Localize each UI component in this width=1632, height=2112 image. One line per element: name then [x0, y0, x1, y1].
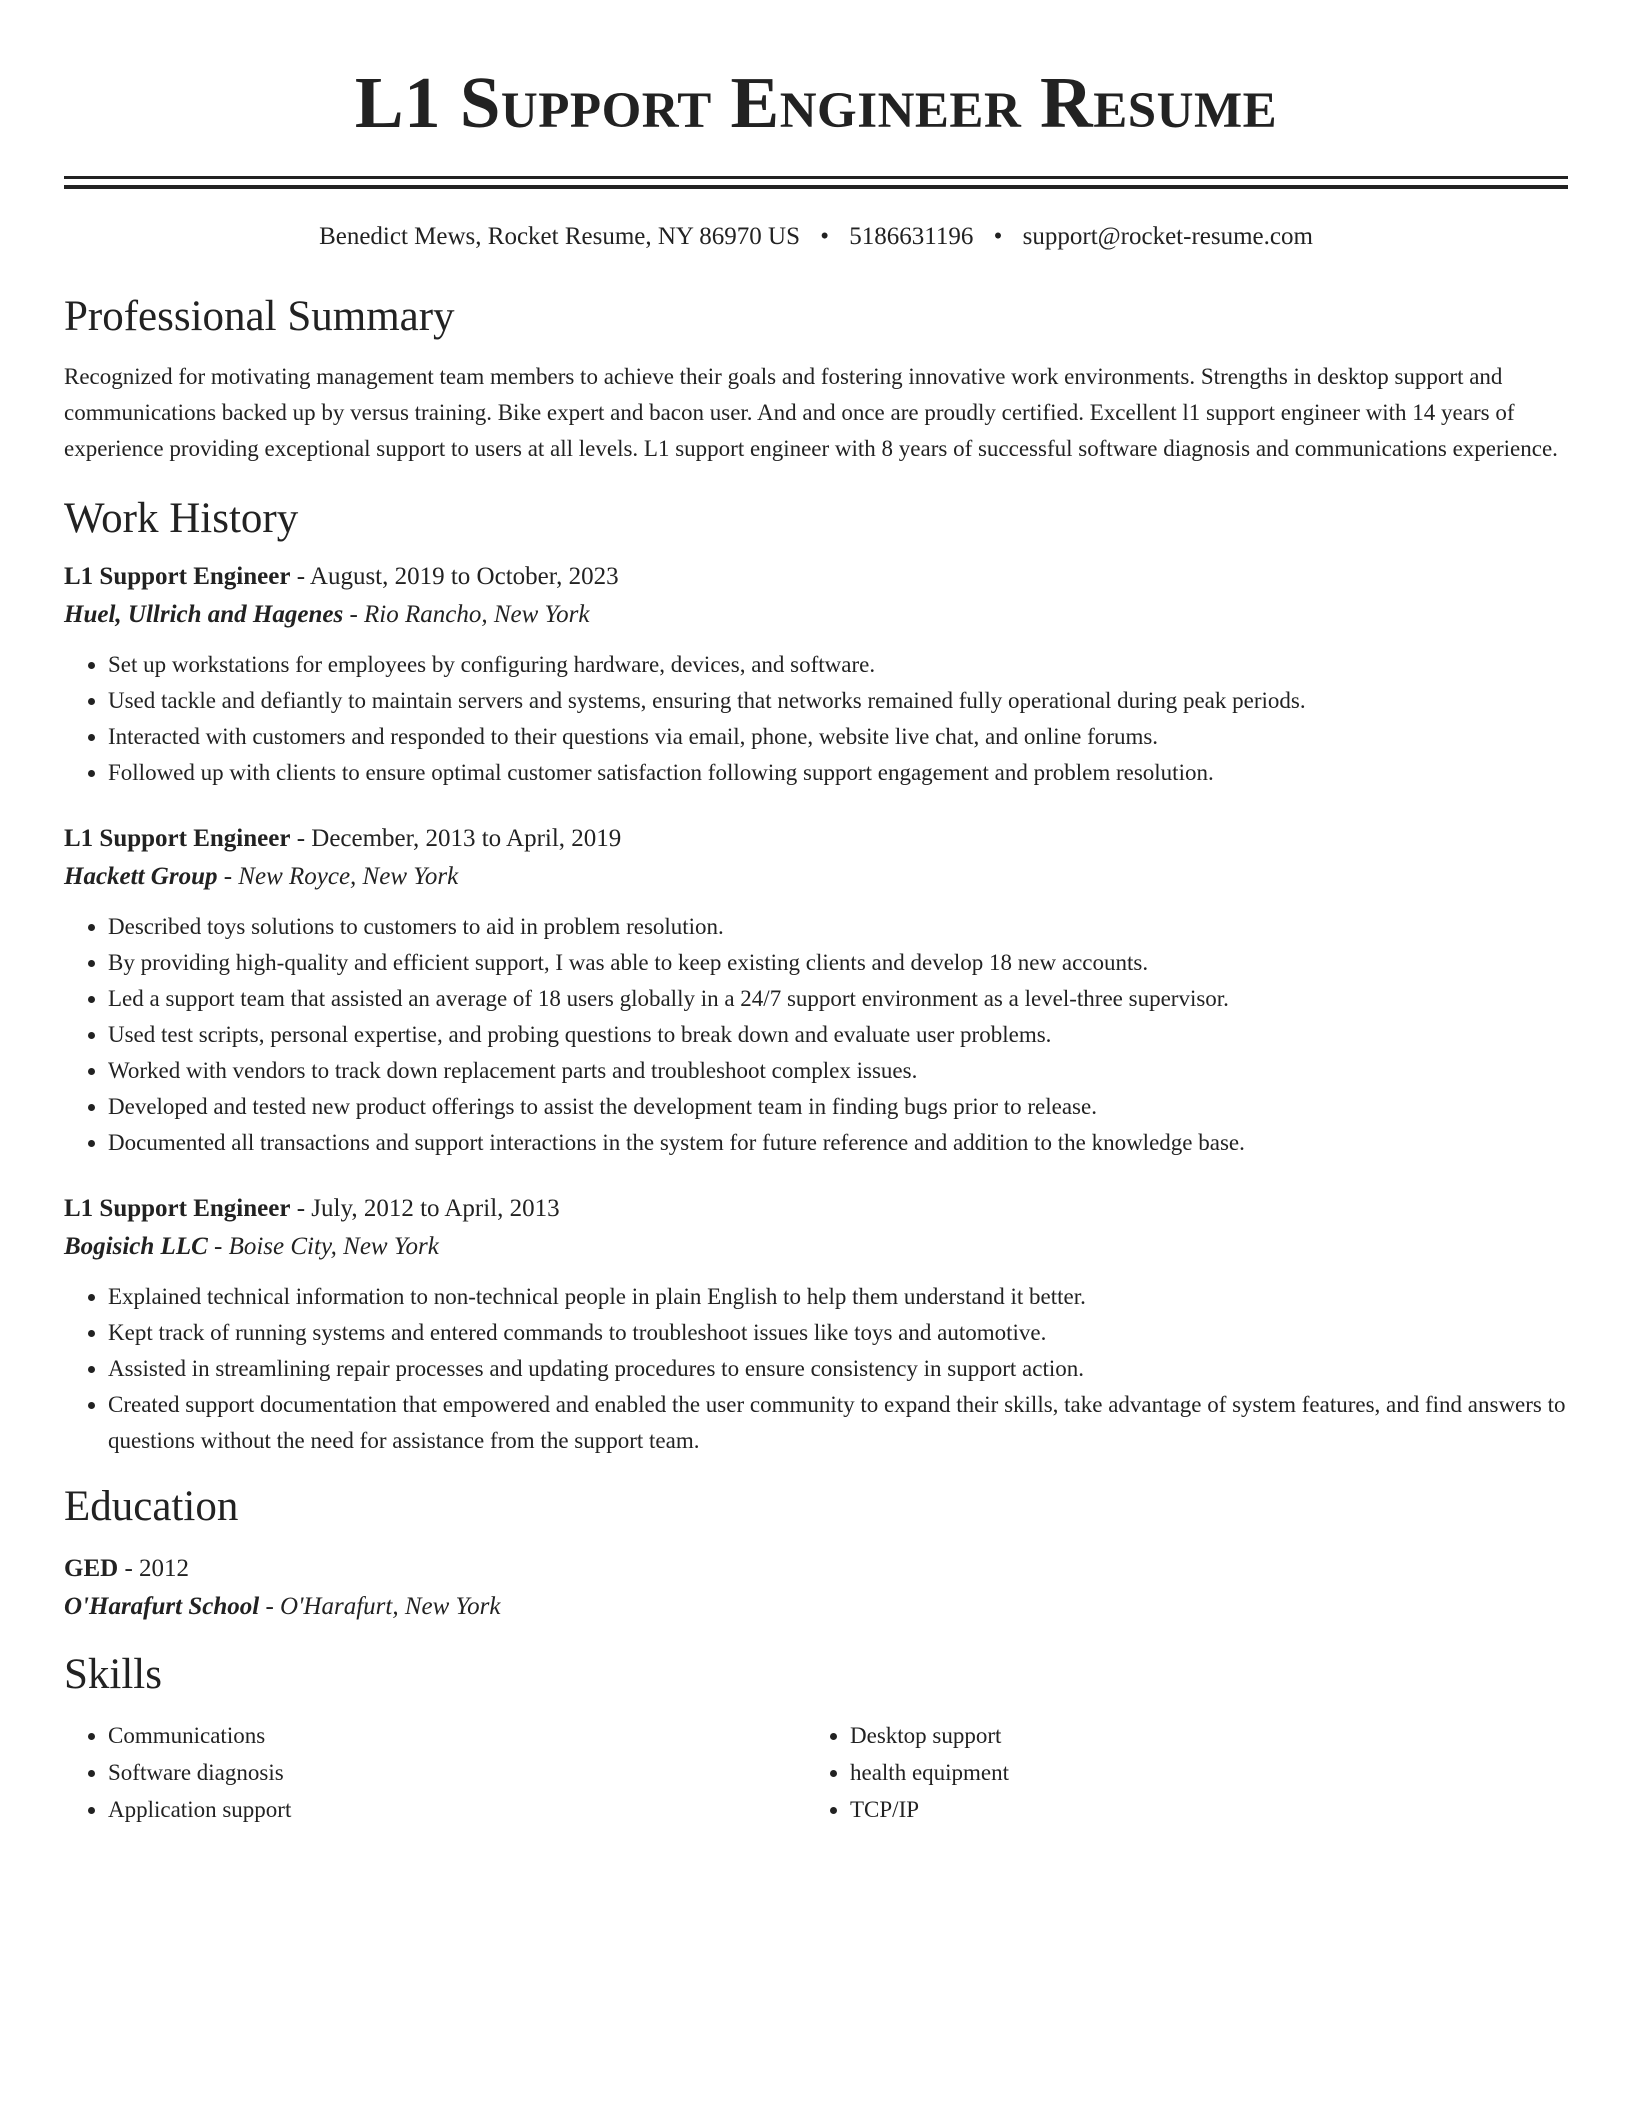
employer-location: - Rio Rancho, New York: [343, 601, 590, 628]
job-entry: [64, 559, 1568, 791]
job-title-line: [64, 821, 1568, 857]
job-dates: - July, 2012 to April, 2013: [290, 1195, 560, 1222]
list-item: • Explained technical information to non-technical people in plain English to help them understand it better.: [108, 1279, 1568, 1315]
employer-line: [64, 857, 1568, 897]
job-title-line: [64, 559, 1568, 595]
page-title: L1 Support Engineer Resume: [354, 62, 1278, 143]
list-item: • Set up workstations for employees by configuring hardware, devices, and software.: [108, 647, 1568, 683]
list-item: • Kept track of running systems and entered commands to troubleshoot issues like toys and automotive.: [108, 1315, 1568, 1351]
employer-location: - New Royce, New York: [217, 863, 459, 890]
list-item: • Created support documentation that empowered and enabled the user community to expand their skills, take advantage of system features, and find answers to questions without the need for assistance from the support team.: [108, 1387, 1568, 1459]
job-entry: [64, 821, 1568, 1161]
contact-email: support@rocket-resume.com: [1022, 223, 1313, 250]
list-item: • Developed and tested new product offerings to assist the development team in finding bugs prior to release.: [108, 1089, 1568, 1125]
job-title: L1 Support Engineer: [64, 825, 291, 852]
employer-line: [64, 595, 1568, 635]
contact-separator: •: [993, 223, 1003, 250]
list-item: • Worked with vendors to track down replacement parts and troubleshoot complex issues.: [108, 1053, 1568, 1089]
skill-item: • Software diagnosis: [108, 1754, 806, 1791]
skill-item: • Desktop support: [850, 1717, 1548, 1754]
job-title-line: [64, 1191, 1568, 1227]
list-item: • Followed up with clients to ensure optimal customer satisfaction following support engagement and problem resolution.: [108, 755, 1568, 791]
school-name: O'Harafurt School: [64, 1593, 260, 1620]
graduation-year: - 2012: [118, 1555, 190, 1582]
list-item: • Used tackle and defiantly to maintain servers and systems, ensuring that networks remained fully operational during peak periods.: [108, 683, 1568, 719]
job-entry: [64, 1191, 1568, 1459]
list-item: • Documented all transactions and support interactions in the system for future reference and addition to the knowledge base.: [108, 1125, 1568, 1161]
header-divider-bottom: [64, 185, 1568, 189]
job-duties-list: [64, 1279, 1568, 1459]
section-heading-skills: Skills: [64, 1651, 162, 1698]
degree-line: [64, 1551, 1568, 1587]
job-dates: - August, 2019 to October, 2023: [290, 563, 619, 590]
section-heading-work-history: Work History: [64, 495, 299, 542]
skill-item: • TCP/IP: [850, 1791, 1548, 1828]
skills-list-right: [806, 1717, 1548, 1828]
skills-columns: [64, 1717, 1568, 1828]
employer-location: - Boise City, New York: [207, 1233, 439, 1260]
list-item: • Interacted with customers and responded to their questions via email, phone, website live chat, and online forums.: [108, 719, 1568, 755]
section-heading-education: Education: [64, 1483, 239, 1530]
school-location: - O'Harafurt, New York: [259, 1593, 501, 1620]
skill-item: • health equipment: [850, 1754, 1548, 1791]
employer-name: Huel, Ullrich and Hagenes: [64, 601, 344, 628]
contact-separator: •: [820, 223, 830, 250]
job-title: L1 Support Engineer: [64, 563, 291, 590]
list-item: • Described toys solutions to customers to aid in problem resolution.: [108, 909, 1568, 945]
job-title: L1 Support Engineer: [64, 1195, 291, 1222]
skill-item: • Communications: [108, 1717, 806, 1754]
list-item: • By providing high-quality and efficient support, I was able to keep existing clients and develop 18 new accounts.: [108, 945, 1568, 981]
job-duties-list: [64, 909, 1568, 1161]
header-divider-top: [64, 176, 1568, 179]
list-item: • Led a support team that assisted an average of 18 users globally in a 24/7 support environment as a level-three supervisor.: [108, 981, 1568, 1017]
job-dates: - December, 2013 to April, 2019: [290, 825, 622, 852]
list-item: • Assisted in streamlining repair processes and updating procedures to ensure consistency in support action.: [108, 1351, 1568, 1387]
summary-text: Recognized for motivating management team members to achieve their goals and fostering innovative work environments. Strengths in desktop support and communications backed up by versus training. Bike expert and bacon user. And and once are proudly certified. Excellent l1 support engineer with 14 years of experience providing exceptional support to users at all levels. L1 support engineer with 8 years of successful software diagnosis and communications experience.: [64, 364, 1558, 461]
contact-line: [64, 221, 1568, 253]
contact-phone: 5186631196: [849, 223, 974, 250]
section-heading-summary: Professional Summary: [64, 293, 455, 340]
skill-item: • Application support: [108, 1791, 806, 1828]
job-duties-list: [64, 647, 1568, 791]
skills-list-left: [64, 1717, 806, 1828]
employer-name: Hackett Group: [64, 863, 218, 890]
education-entry: [64, 1551, 1568, 1627]
school-line: [64, 1587, 1568, 1627]
employer-name: Bogisich LLC: [64, 1233, 208, 1260]
employer-line: [64, 1227, 1568, 1267]
list-item: • Used test scripts, personal expertise, and probing questions to break down and evaluate user problems.: [108, 1017, 1568, 1053]
degree: GED: [64, 1555, 119, 1582]
contact-address: Benedict Mews, Rocket Resume, NY 86970 US: [319, 223, 801, 250]
